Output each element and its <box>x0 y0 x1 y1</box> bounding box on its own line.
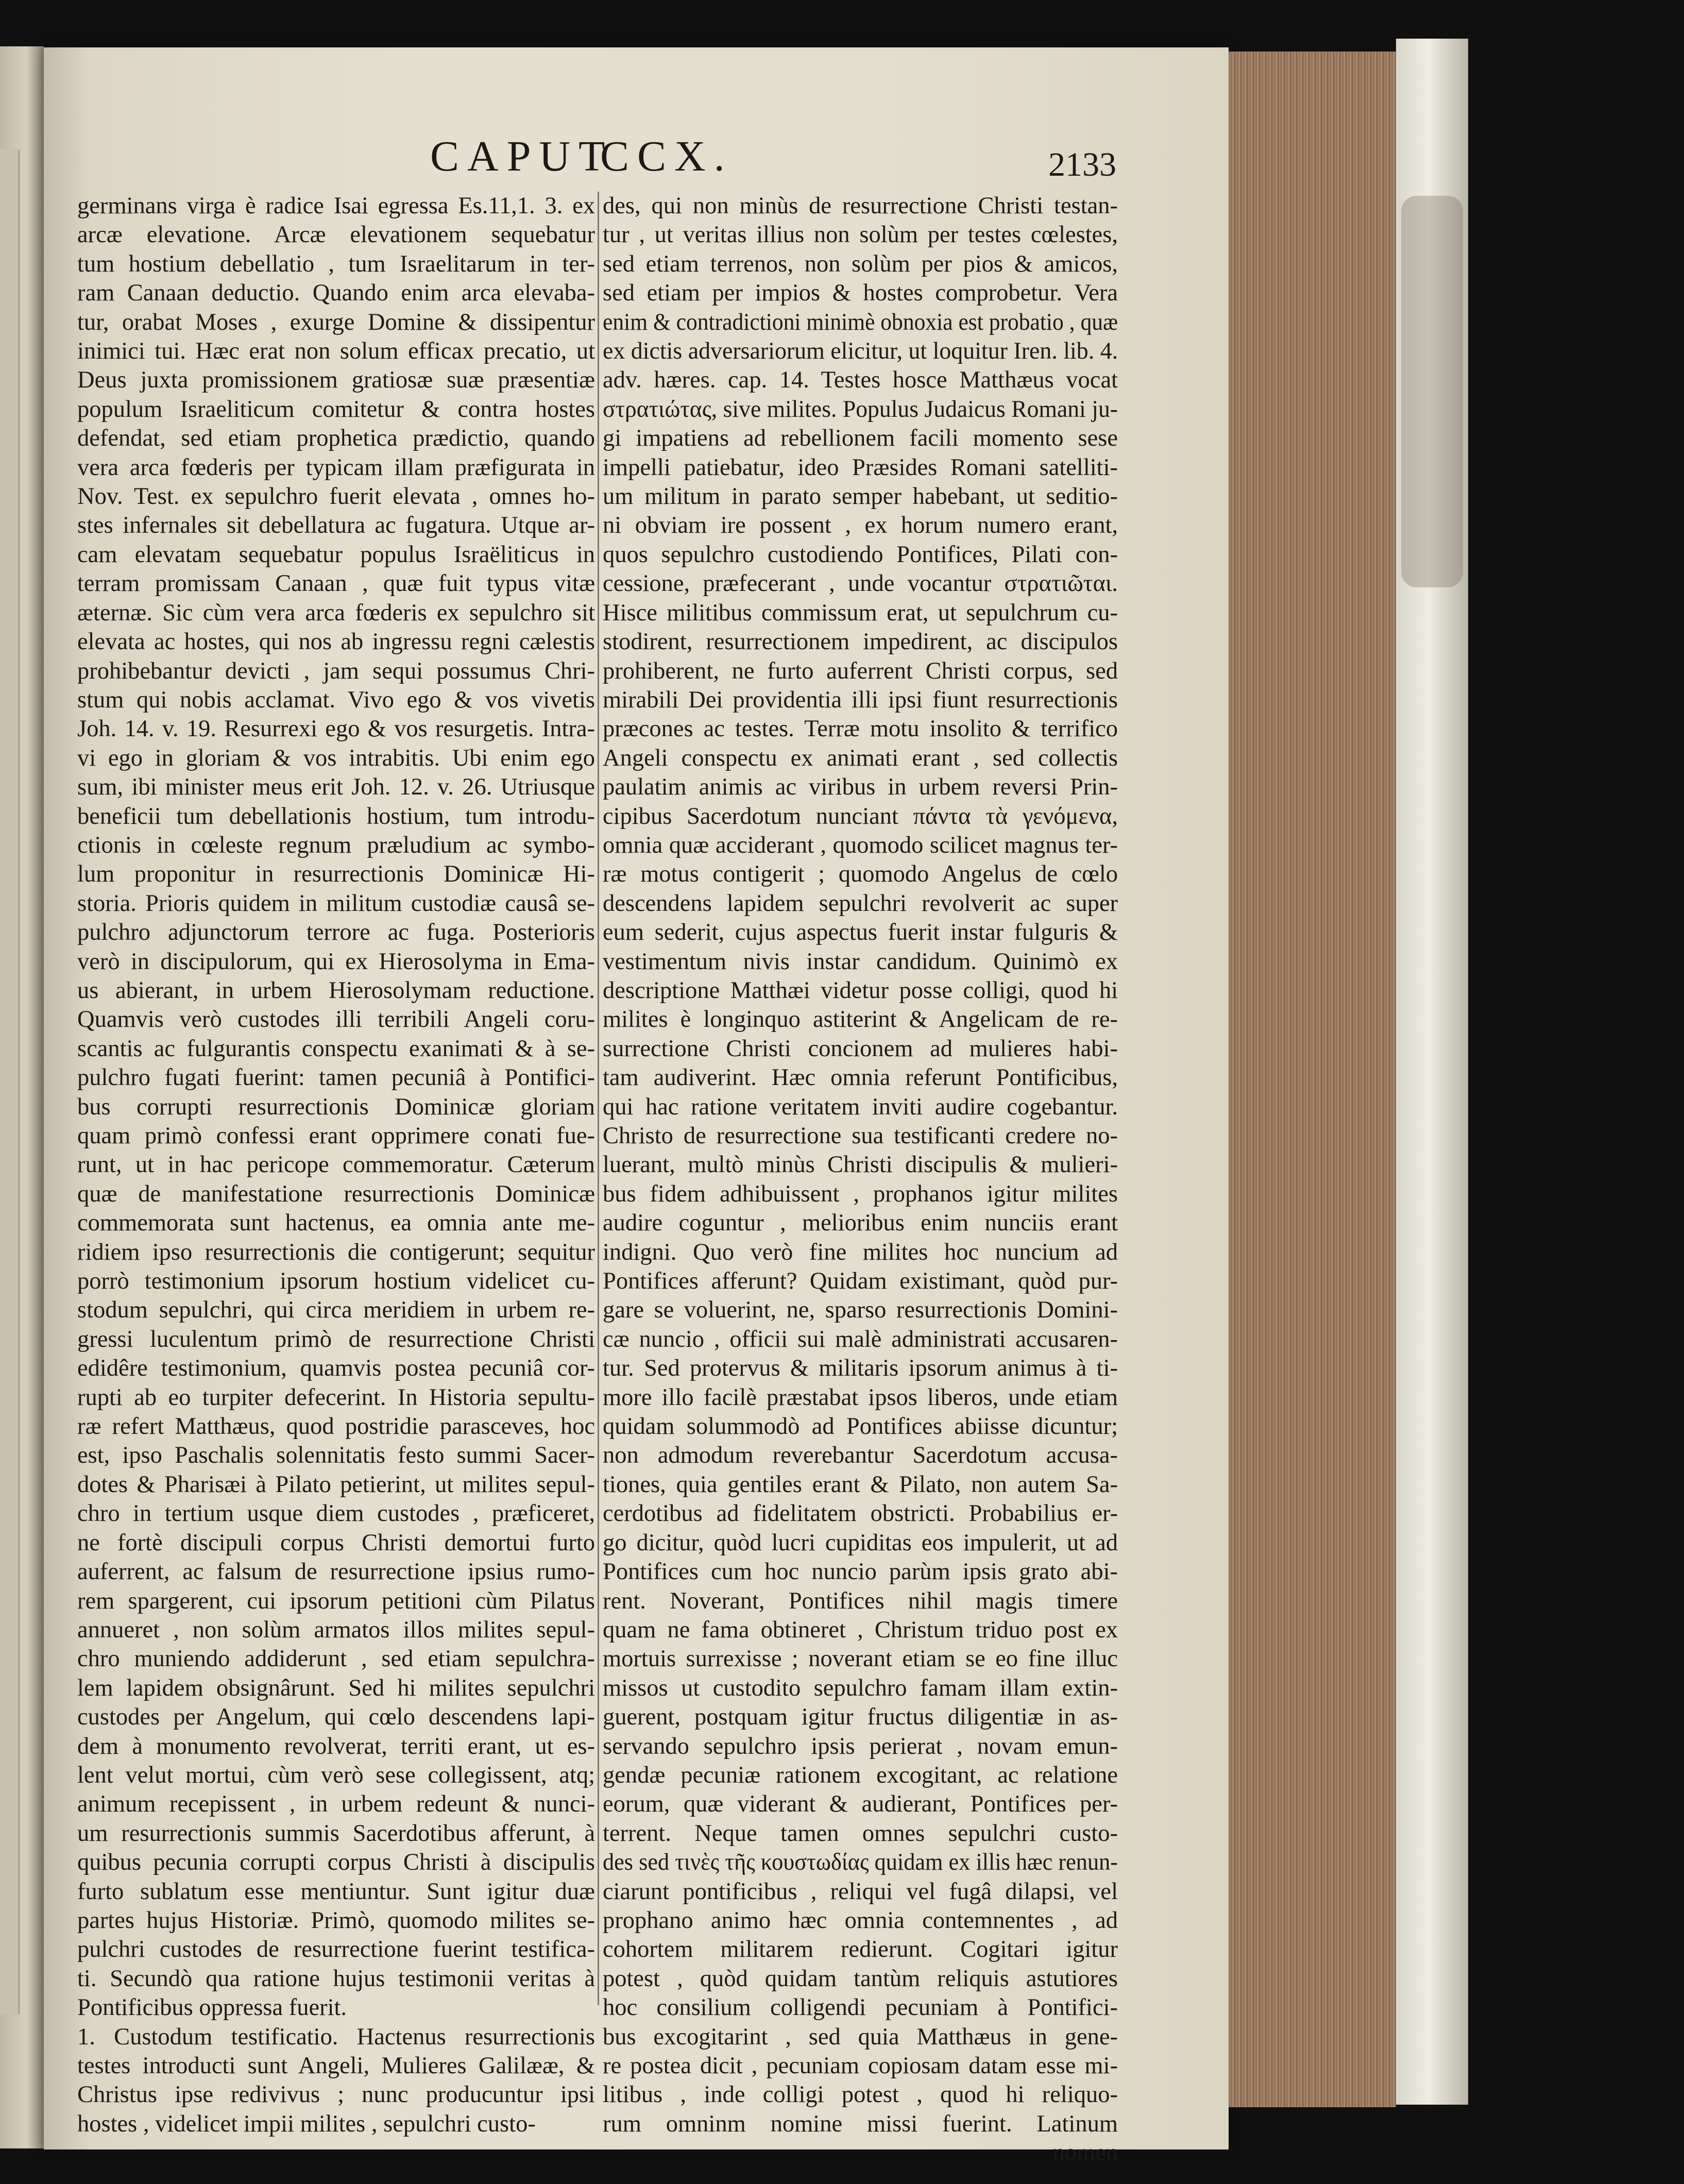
text-line: στρατιώτας, sive milites. Populus Judaicus Romani ju- <box>603 396 1118 422</box>
text-line: quidam solummodò ad Pontifices abiisse dicuntur; <box>603 1413 1118 1440</box>
text-line: paulatim animis ac viribus in urbem reversi Prin- <box>603 774 1118 801</box>
text-line: Joh. 14. v. 19. Resurrexi ego & vos resurgetis. Intra- <box>77 716 595 742</box>
text-line: auferrent, ac falsum de resurrectione ipsius rumo- <box>77 1559 595 1585</box>
text-line: populum Israeliticum comitetur & contra hostes <box>77 396 595 422</box>
text-line: hostes , videlicet impii milites , sepulchri custo- <box>77 2110 536 2137</box>
text-line: indigni. Quo verò fine milites hoc nuncium ad <box>603 1239 1118 1265</box>
text-line: furto sublatum esse mentiuntur. Sunt igitur duæ <box>77 1878 595 1905</box>
text-line: Quamvis verò custodes illi terribili Angeli coru- <box>77 1006 595 1033</box>
text-line: vera arca fœderis per typicam illam præfigurata in <box>77 454 595 481</box>
cover-stain <box>1401 196 1463 587</box>
text-line: Deus juxta promissionem gratiosæ suæ præsentiæ <box>77 367 595 394</box>
text-line: quos sepulchro custodiendo Pontifices, Pilati con- <box>603 541 1118 568</box>
text-line: quibus pecunia corrupti corpus Christi à discipulis <box>77 1849 595 1876</box>
text-line: Christo de resurrectione sua testificanti credere no- <box>603 1123 1118 1149</box>
text-line: arcæ elevatione. Arcæ elevationem sequebatur <box>77 222 595 248</box>
text-line: guerent, postquam igitur fructus diligentiæ in as- <box>603 1704 1118 1731</box>
text-line: cessione, præfecerant , unde vocantur στρατιῶται. <box>603 570 1118 597</box>
column-rule <box>598 192 599 2005</box>
text-line: animum recepissent , in urbem redeunt & nunci- <box>77 1791 595 1818</box>
text-line: milites è longinquo astiterint & Angelicam de re- <box>603 1006 1118 1033</box>
text-line: tum hostium debellatio , tum Israelitarum in ter- <box>77 250 595 277</box>
text-line: defendat, sed etiam prophetica prædictio, quando <box>77 425 595 452</box>
text-line: stes infernales sit debellatura ac fugatura. Utque ar- <box>77 512 595 539</box>
text-line: luerant, multò minùs Christi discipulis & mulieri- <box>603 1152 1118 1178</box>
text-line: bus fidem adhibuissent , prophanos igitur milites <box>603 1180 1118 1207</box>
running-head-left: CAPUT <box>430 132 614 180</box>
text-line: vestimentum nivis instar candidum. Quinimò ex <box>603 948 1118 975</box>
text-line: stodirent, resurrectionem impedirent, ac discipulos <box>603 629 1118 655</box>
text-line: tiones, quia gentiles erant & Pilato, non autem Sa- <box>603 1471 1118 1498</box>
text-line: tam audiverint. Hæc omnia referunt Pontificibus, <box>603 1064 1118 1091</box>
text-line: est, ipso Paschalis solennitatis festo summi Sacer- <box>77 1442 595 1469</box>
text-line: stum qui nobis acclamat. Vivo ego & vos vivetis <box>77 686 595 713</box>
text-line: re postea dicit , pecuniam copiosam datam esse mi- <box>603 2053 1118 2079</box>
text-line: enim & contradictioni minimè obnoxia est probatio , quæ <box>603 309 1118 335</box>
text-line: lem lapidem obsignârunt. Sed hi milites sepulchri <box>77 1674 595 1701</box>
text-line: cipibus Sacerdotum nunciant πάντα τὰ γενόμενα, <box>603 803 1118 829</box>
text-line: adv. hæres. cap. 14. Testes hosce Matthæus vocat <box>603 367 1118 394</box>
text-line: pulchri custodes de resurrectione fuerint testifica- <box>77 1936 595 1963</box>
text-line: ram Canaan deductio. Quando enim arca elevaba- <box>77 280 595 307</box>
text-line: cam elevatam sequebatur populus Israëliticus in <box>77 541 595 568</box>
page-number: 2133 <box>1048 146 1116 183</box>
text-line: rent. Noverant, Pontifices nihil magis timere <box>603 1587 1118 1614</box>
text-line: scantis ac fulgurantis conspectu exanimati & à se- <box>77 1035 595 1062</box>
text-line: mortuis surrexisse ; noverant etiam se eo fine illuc <box>603 1646 1118 1672</box>
text-line: mirabili Dei providentia illi ipsi fiunt resurrectionis <box>603 686 1118 713</box>
text-line: commemorata sunt hactenus, ea omnia ante me- <box>77 1210 595 1237</box>
text-line: Nov. Test. ex sepulchro fuerit elevata , omnes ho- <box>77 483 595 510</box>
text-line: nomen <box>1052 2140 1118 2166</box>
text-line: Pontifices cum hoc nuncio parùm ipsis grato abi- <box>603 1559 1118 1585</box>
previous-page-margin <box>0 149 20 2014</box>
text-line: hoc consilium colligendi pecuniam à Pontifici- <box>603 1994 1118 2021</box>
text-line: litibus , inde colligi potest , quod hi reliquo- <box>603 2081 1118 2108</box>
text-line: ti. Secundò qua ratione hujus testimonii veritas à <box>77 1965 595 1992</box>
text-line: stodum sepulchri, qui circa meridiem in urbem re- <box>77 1297 595 1324</box>
text-line: Pontifices afferunt? Quidam existimant, quòd pur- <box>603 1268 1118 1295</box>
text-line: ctionis in cœleste regnum præludium ac symbo- <box>77 832 595 858</box>
text-line: sed etiam terrenos, non solùm per pios & amicos, <box>603 250 1118 277</box>
text-line: missos ut custodito sepulchro famam illam extin- <box>603 1674 1118 1701</box>
text-line: quam primò confessi erant opprimere conati fue- <box>77 1123 595 1149</box>
text-line: partes hujus Historiæ. Primò, quomodo milites se- <box>77 1907 595 1934</box>
text-line: des sed τινὲς τῆς κουστωδίας quidam ex illis hæc renun- <box>603 1849 1118 1876</box>
text-line: porrò testimonium ipsorum hostium videlicet cu- <box>77 1268 595 1295</box>
text-line: ræ motus contigerit ; quomodo Angelus de cœlo <box>603 861 1118 888</box>
text-line: beneficii tum debellationis hostium, tum introdu- <box>77 803 595 829</box>
text-line: ne fortè discipuli corpus Christi demortui furto <box>77 1529 595 1556</box>
text-line: germinans virga è radice Isai egressa Es.11,1. 3. ex <box>77 193 595 219</box>
text-line: rupti ab eo turpiter defecerint. In Historia sepultu- <box>77 1384 595 1411</box>
text-line: ridiem ipso resurrectionis die contigerunt; sequitur <box>77 1239 595 1265</box>
text-line: des, qui non minùs de resurrectione Christi testan- <box>603 193 1118 219</box>
text-line: pulchro fugati fuerint: tamen pecuniâ à Pontifici- <box>77 1064 595 1091</box>
text-line: gendæ pecuniæ rationem excogitant, ac relatione <box>603 1762 1118 1788</box>
text-line: prohiberent, ne furto auferrent Christi corpus, sed <box>603 657 1118 684</box>
text-line: tur , ut veritas illius non solùm per testes cœlestes, <box>603 222 1118 248</box>
text-line: bus excogitarint , sed quia Matthæus in gene- <box>603 2023 1118 2050</box>
text-line: chro muniendo addiderunt , sed etiam sepulchra- <box>77 1646 595 1672</box>
text-line: elevata ac hostes, qui nos ab ingressu regni cælestis <box>77 629 595 655</box>
text-line: eorum, quæ viderant & audierant, Pontifices per- <box>603 1791 1118 1818</box>
text-line: inimici tui. Hæc erat non solum efficax precatio, ut <box>77 338 595 365</box>
text-line: pulchro adjunctorum terrore ac fuga. Posterioris <box>77 919 595 946</box>
text-line: Christus ipse redivivus ; nunc producuntur ipsi <box>77 2081 595 2108</box>
text-line: vi ego in gloriam & vos intrabitis. Ubi enim ego <box>77 744 595 771</box>
text-line: tur. Sed protervus & militaris ipsorum animus à ti- <box>603 1355 1118 1382</box>
text-line: tur, orabat Moses , exurge Domine & dissipentur <box>77 309 595 335</box>
text-line: um resurrectionis summis Sacerdotibus afferunt, à <box>77 1820 595 1847</box>
text-line: verò in discipulorum, qui ex Hierosolyma in Ema- <box>77 948 595 975</box>
text-line: go dicitur, quòd lucri cupiditas eos impulerit, ut ad <box>603 1529 1118 1556</box>
text-line: quæ de manifestatione resurrectionis Dominicæ <box>77 1180 595 1207</box>
text-line: terrent. Neque tamen omnes sepulchri custo- <box>603 1820 1118 1847</box>
text-line: gare se voluerint, ne, sparso resurrectionis Domini- <box>603 1297 1118 1324</box>
text-line: us abierant, in urbem Hierosolymam reductione. <box>77 977 595 1004</box>
text-line: sed etiam per impios & hostes comprobetur. Vera <box>603 280 1118 307</box>
text-line: potest , quòd quidam tantùm reliquis astutiores <box>603 1965 1118 1992</box>
text-line: um militum in parato semper habebant, ut seditio- <box>603 483 1118 510</box>
text-line: chro in tertium usque diem custodes , præficeret, <box>77 1500 595 1527</box>
text-line: Hisce militibus commissum erat, ut sepulchrum cu- <box>603 599 1118 626</box>
text-line: eum sederit, cujus aspectus fuerit instar fulguris & <box>603 919 1118 946</box>
text-line: lent velut mortui, cùm verò sese collegissent, atq; <box>77 1762 595 1788</box>
text-line: Angeli conspectu ex animati erant , sed collectis <box>603 744 1118 771</box>
text-line: dotes & Pharisæi à Pilato petierint, ut milites sepul- <box>77 1471 595 1498</box>
text-line: cerdotibus ad fidelitatem obstricti. Probabilius er- <box>603 1500 1118 1527</box>
text-line: qui hac ratione veritatem inviti audire cogebantur. <box>603 1093 1118 1120</box>
text-line: ex dictis adversariorum elicitur, ut loquitur Iren. lib. 4. <box>603 338 1118 365</box>
text-line: edidêre testimonium, quamvis postea pecuniâ cor- <box>77 1355 595 1382</box>
text-line: 1. Custodum testificatio. Hactenus resurrectionis <box>77 2023 595 2050</box>
text-line: bus corrupti resurrectionis Dominicæ gloriam <box>77 1093 595 1120</box>
text-line: dem à monumento revolverat, territi erant, ut es- <box>77 1733 595 1759</box>
text-line: impelli patiebatur, ideo Præsides Romani satelliti- <box>603 454 1118 481</box>
text-line: rum omninm nomine missi fuerint. Latinum <box>603 2110 1118 2137</box>
text-line: cæ nuncio , officii sui malè administrati accusaren- <box>603 1326 1118 1352</box>
text-line: Pontificibus oppressa fuerit. <box>77 1994 347 2021</box>
text-line: cohortem militarem redierunt. Cogitari igitur <box>603 1936 1118 1963</box>
text-line: terram promissam Canaan , quæ fuit typus vitæ <box>77 570 595 597</box>
text-line: quam ne fama obtineret , Christum triduo post ex <box>603 1616 1118 1643</box>
text-line: non admodum reverebantur Sacerdotum accusa- <box>603 1442 1118 1469</box>
text-line: custodes per Angelum, qui cœlo descendens lapi- <box>77 1704 595 1731</box>
running-head-right: CCX. <box>600 132 733 180</box>
text-line: testes introducti sunt Angeli, Mulieres Galilææ, & <box>77 2053 595 2079</box>
text-line: ni obviam ire possent , ex horum numero erant, <box>603 512 1118 539</box>
text-line: gi impatiens ad rebellionem facili momento sese <box>603 425 1118 452</box>
text-line: audire coguntur , melioribus enim nunciis erant <box>603 1210 1118 1237</box>
text-line: sum, ibi minister meus erit Joh. 12. v. 26. Utriusque <box>77 774 595 801</box>
text-line: more illo facilè præstabat ipsos liberos, unde etiam <box>603 1384 1118 1411</box>
text-line: præcones ac testes. Terræ motu insolito & terrifico <box>603 716 1118 742</box>
text-line: runt, ut in hac pericope commemoratur. Cæterum <box>77 1152 595 1178</box>
text-line: gressi luculentum primò de resurrectione Christi <box>77 1326 595 1352</box>
text-line: rem spargerent, cui ipsorum petitioni cùm Pilatus <box>77 1587 595 1614</box>
text-line: surrectione Christi concionem ad mulieres habi- <box>603 1035 1118 1062</box>
page-block-edges <box>1229 52 1396 2107</box>
text-line: omnia quæ acciderant , quomodo scilicet magnus ter- <box>603 832 1118 858</box>
text-line: prophano animo hæc omnia contemnentes , ad <box>603 1907 1118 1934</box>
text-line: storia. Prioris quidem in militum custodiæ causâ se- <box>77 890 595 917</box>
text-line: descendens lapidem sepulchri revolverit ac super <box>603 890 1118 917</box>
right-column <box>603 192 1118 2168</box>
text-line: prohibebantur devicti , jam sequi possumus Chri- <box>77 657 595 684</box>
text-line: ræ refert Matthæus, quod postridie parasceves, hoc <box>77 1413 595 1440</box>
text-line: ciarunt pontificibus , reliqui vel fugâ dilapsi, vel <box>603 1878 1118 1905</box>
left-column <box>77 192 595 2139</box>
text-line: servando sepulchro ipsis perierat , novam emun- <box>603 1733 1118 1759</box>
text-line: æternæ. Sic cùm vera arca fœderis ex sepulchro sit <box>77 599 595 626</box>
text-line: annueret , non solùm armatos illos milites sepul- <box>77 1616 595 1643</box>
text-line: lum proponitur in resurrectionis Dominicæ Hi- <box>77 861 595 888</box>
text-line: descriptione Matthæi videtur posse colligi, quod hi <box>603 977 1118 1004</box>
